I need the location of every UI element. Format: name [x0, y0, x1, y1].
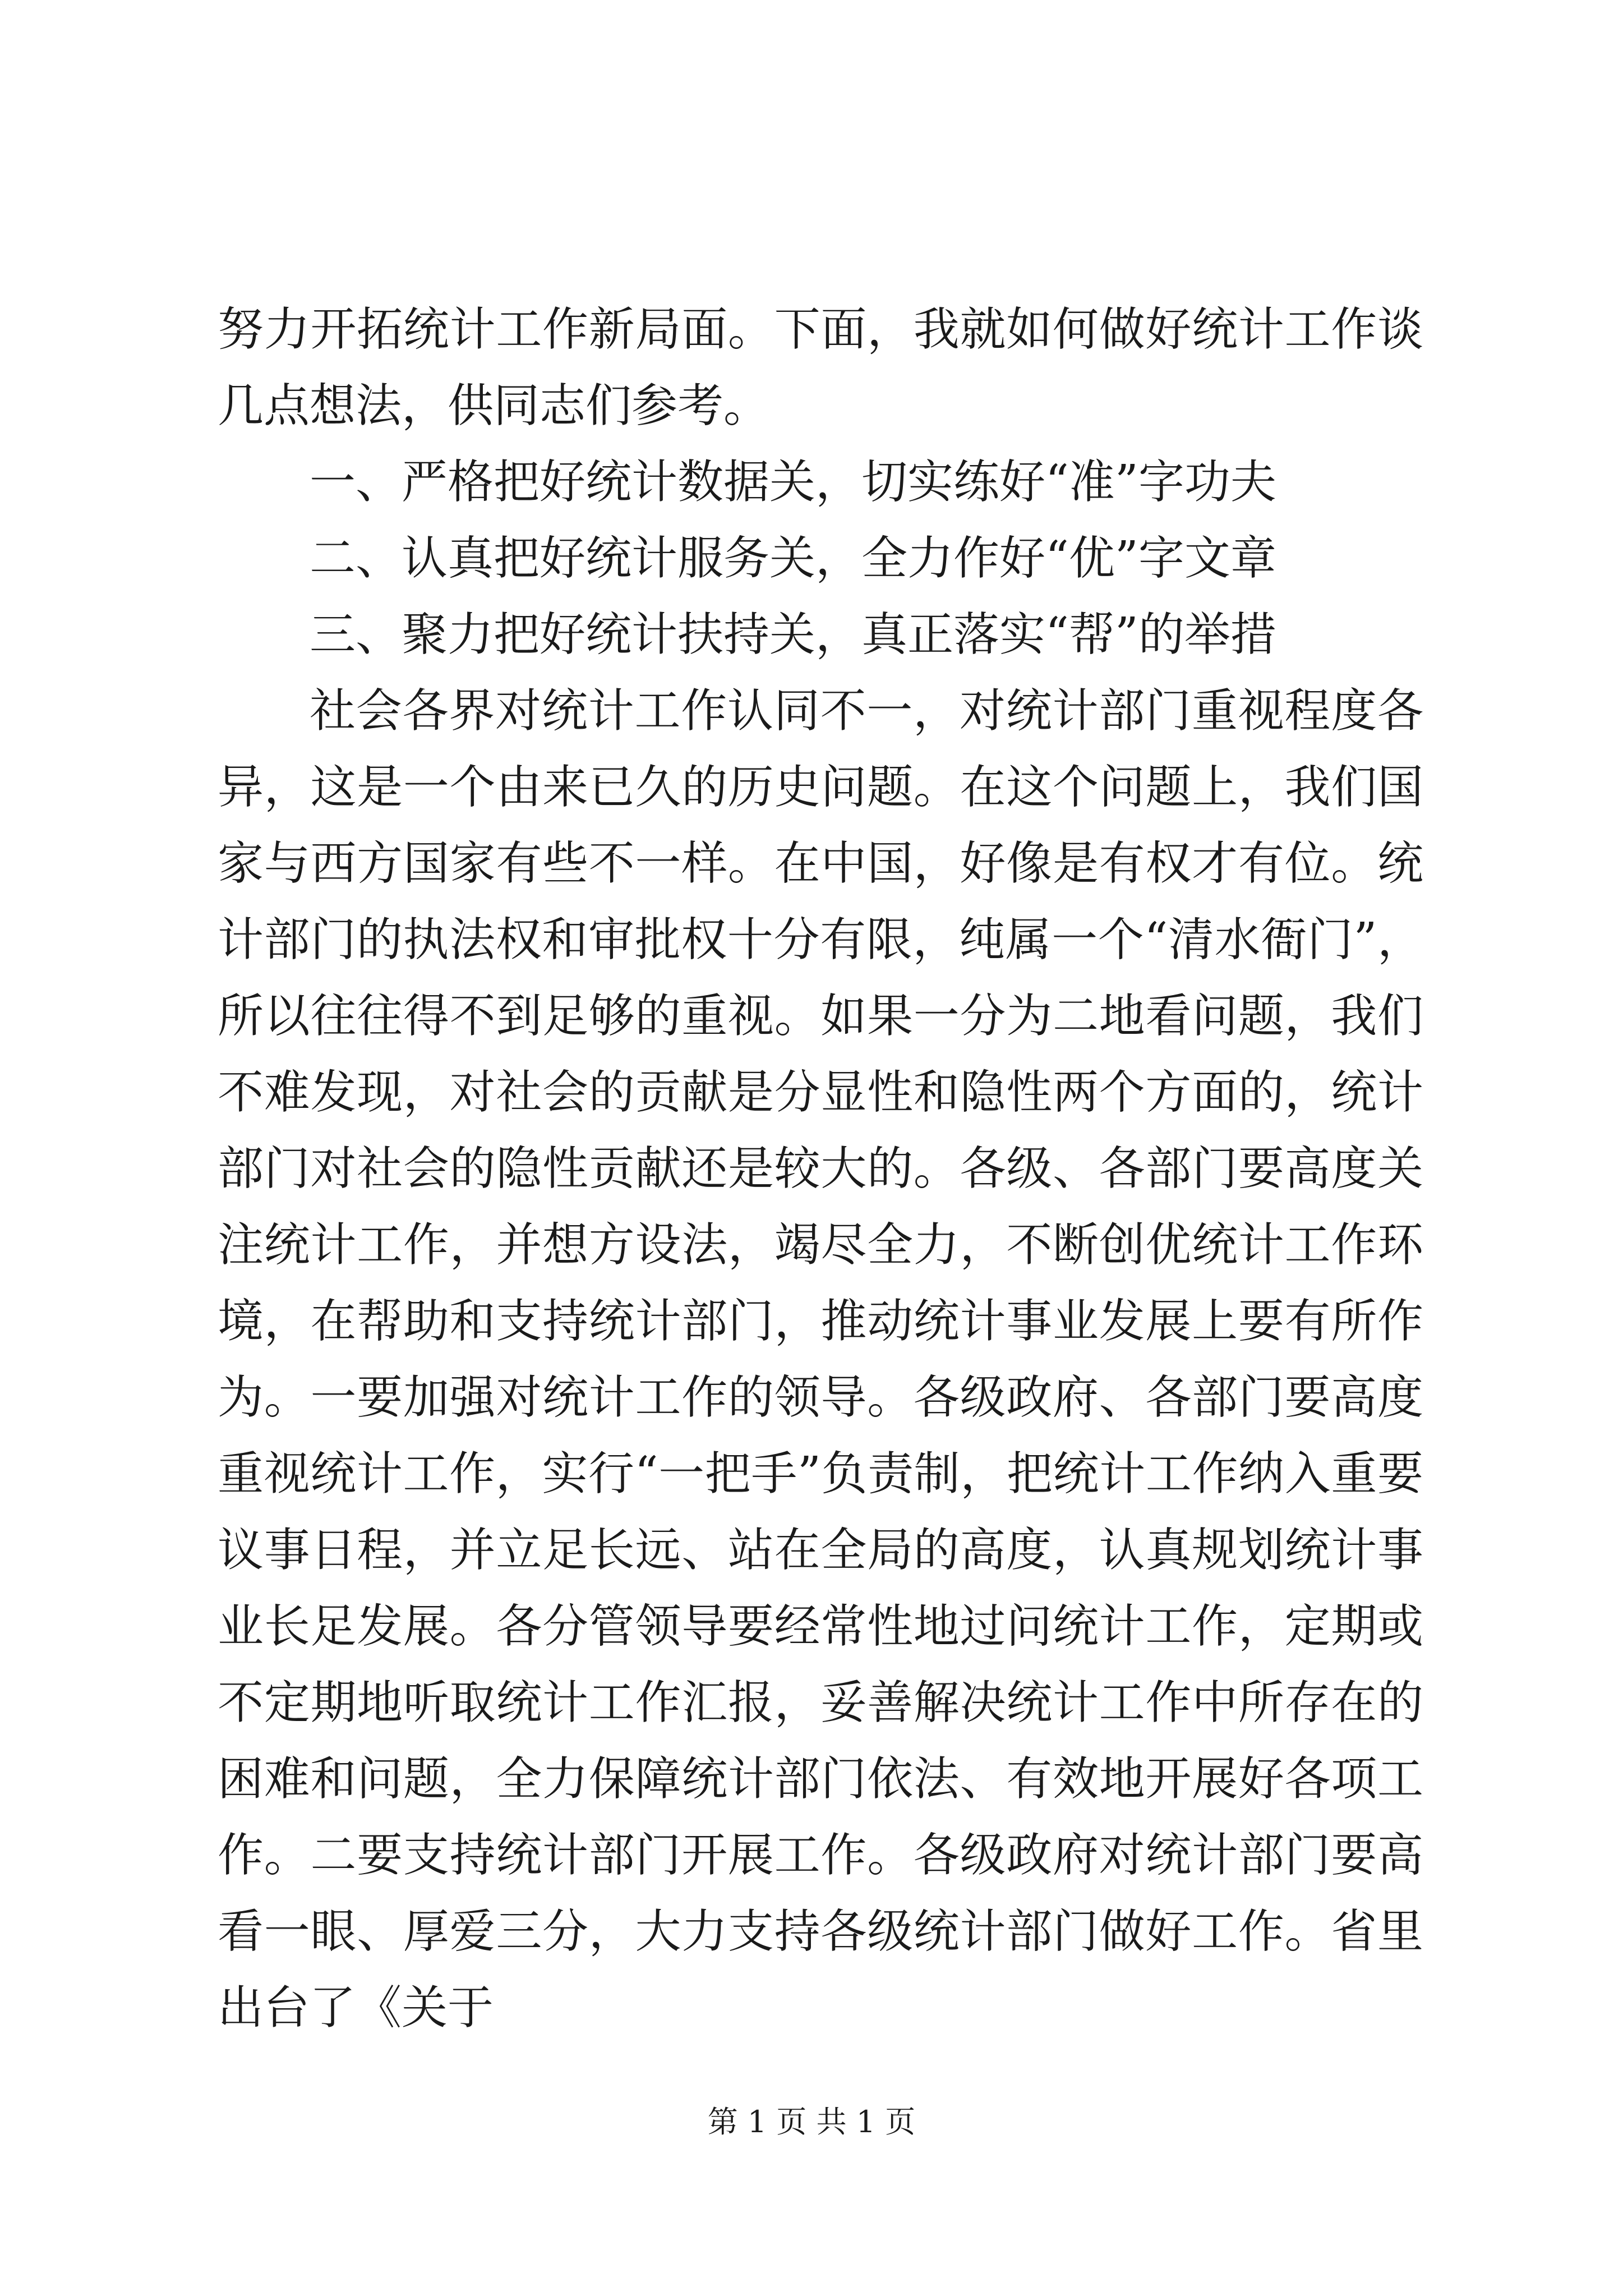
document-body — [218, 292, 1423, 2046]
paragraph-body: 社会各界对统计工作认同不一，对统计部门重视程度各异，这是一个由来已久的历史问题。在这个问题上，我们国家与西方国家有些不一样。在中国，好像是有权才有位。统计部门的执法权和审批权十分有限，纯属一个“清水衙门”，所以往往得不到足够的重视。如果一分为二地看问题，我们不难发现，对社会的贡献是分显性和隐性两个方面的，统计部门对社会的隐性贡献还是较大的。各级、各部门要高度关注统计工作，并想方设法，竭尽全力，不断创优统计工作环境，在帮助和支持统计部门，推动统计事业发展上要有所作为。一要加强对统计工作的领导。各级政府、各部门要高度重视统计工作，实行“一把手”负责制，把统计工作纳入重要议事日程，并立足长远、站在全局的高度，认真规划统计事业长足发展。各分管领导要经常性地过问统计工作，定期或不定期地听取统计工作汇报，妥善解决统计工作中所存在的困难和问题，全力保障统计部门依法、有效地开展好各项工作。二要支持统计部门开展工作。各级政府对统计部门要高看一眼、厚爱三分，大力支持各级统计部门做好工作。省里出台了《关于 — [218, 684, 1423, 2035]
section-heading-3: 三、聚力把好统计扶持关，真正落实“帮”的举措 — [310, 608, 1276, 661]
page-number-footer: 第 1 页 共 1 页 — [707, 2104, 916, 2139]
section-heading-1: 一、严格把好统计数据关，切实练好“准”字功夫 — [310, 455, 1276, 509]
section-heading-2: 二、认真把好统计服务关，全力作好“优”字文章 — [310, 532, 1276, 585]
paragraph-continuation: 努力开拓统计工作新局面。下面，我就如何做好统计工作谈几点想法，供同志们参考。 — [218, 303, 1423, 432]
